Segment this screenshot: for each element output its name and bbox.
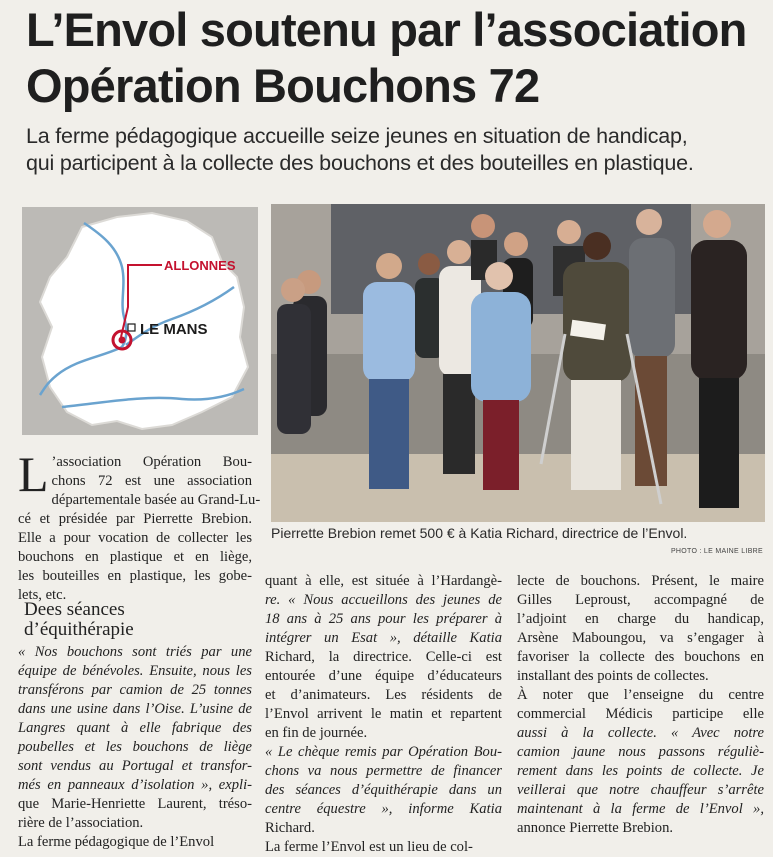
text-line: cé et présidée par Pierrette Brebion. [18,511,252,527]
subheading [24,600,254,640]
text-line: més en panneaux d’isolation », expli- [18,777,252,793]
text-line: quant à elle, est située à l’Hardangè- [265,573,502,589]
photo-caption: Pierrette Brebion remet 500 € à Katia Richard, directrice de l’Envol. [271,525,688,541]
group-photo [271,204,765,522]
text-line: entourée d’une équipe d’éducateurs [265,668,502,684]
subheading-line-2: d’équithérapie [24,619,134,640]
text-line: La ferme pédagogique de l’Envol [18,834,215,850]
text-line: en fin de journée. [265,725,368,741]
headline-line-2: Opération Bouchons 72 [26,59,540,112]
text-line: équipe de bénévoles. Ensuite, nous les [18,663,252,679]
standfirst-line-2: qui participent à la collecte des bouchons et des bouteilles en plastique. [26,151,694,175]
label-allonnes: ALLONNES [164,258,236,273]
standfirst-line-1: La ferme pédagogique accueille seize jeunes en situation de handicap, [26,124,688,148]
text-line: rière de l’association. [18,815,144,831]
article-intro [18,446,261,605]
text-line: l’adjoint en charge du handicap, [517,611,764,627]
locator-map [22,207,258,435]
le-mans-square [128,324,135,331]
text-line: transférons par camion de 25 tonnes [18,682,252,698]
intro-lines [18,446,261,605]
text-line: poubelles et les bouchons de liège [18,739,252,755]
text-line: favoriser la collecte des bouchons en [517,649,764,665]
text-line: installant des points de collectes. [517,668,709,684]
text-line: chons va nous permettre de financer [265,763,502,779]
text-line: aussi à la collecte. « Avec notre [517,725,764,741]
text-line: re. « Nous accueillons des jeunes de [265,592,502,608]
group-photo-graphic [271,204,765,522]
text-line: veillerai que notre chauffeur s’arrête [517,782,764,798]
text-line: que Marie-Henriette Laurent, tréso- [18,796,252,812]
standfirst [26,123,771,177]
label-le-mans: LE MANS [140,321,208,338]
text-line: intégrer un Esat », détaille Katia [265,630,502,646]
text-line: « Le chèque remis par Opération Bou- [265,744,502,760]
article-column-1 [18,643,252,852]
text-line: sont vendus au Portugal et transfor- [18,758,252,774]
headline-line-1: L’Envol soutenu par l’association [26,3,747,56]
photo-credit: PHOTO : LE MAINE LIBRE [670,548,763,555]
text-line: Gilles Leproust, accompagné de [517,592,764,608]
text-line: lets, etc. [18,587,67,603]
article-column-2 [265,572,502,857]
subheading-line-1: Dees séances [24,599,125,620]
text-line: Langres quant à elle fabrique des [18,720,252,736]
text-line: annonce Pierrette Brebion. [517,820,674,836]
text-line: rement dans les points de collecte. Je [517,763,764,779]
text-line: « Nos bouchons sont triés par une [18,644,252,660]
text-line: chons 72 est une association [51,473,252,489]
text-line: des séances d’équithérapie dans un [265,782,502,798]
drop-cap: L [18,446,49,502]
text-line: dans une usine dans l’Oise. L’usine de [18,701,252,717]
text-line: bouchons en plastique et en liège, [18,549,252,565]
headline [26,2,766,114]
text-line: maintenant à la ferme de l’Envol », [517,801,764,817]
text-line: 18 ans à 25 ans pour les préparer à [265,611,502,627]
text-line: camion jaune nous passons réguliè- [517,744,764,760]
text-line: centre équestre », informe Katia [265,801,502,817]
text-line: départementale basée au Grand-Lu- [51,492,261,508]
text-line: et d’animateurs. Les résidents de [265,687,502,703]
article-column-3 [517,572,764,838]
text-line: Elle a pour vocation de collecter les [18,530,252,546]
text-line: l’Envol arrivent le matin et repartent [265,706,502,722]
text-line: La ferme l’Envol est un lieu de col- [265,839,473,855]
text-line: ’association Opération Bou- [51,454,252,470]
text-line: les bouteilles en plastique, les gobe- [18,568,252,584]
text-line: commercial Médicis participe elle [517,706,764,722]
text-line: Arsène Maboungou, va s’engager à [517,630,764,646]
text-line: À noter que l’enseigne du centre [517,687,764,703]
text-line: Richard. [265,820,315,836]
text-line: Richard, la directrice. Celle-ci est [265,649,502,665]
text-line: lecte de bouchons. Présent, le maire [517,573,764,589]
